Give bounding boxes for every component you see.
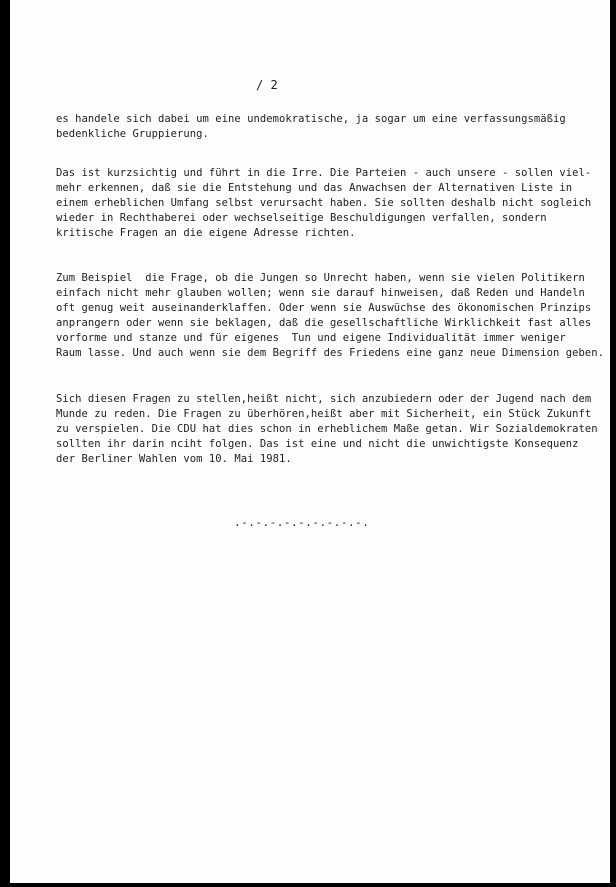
document-page [10,0,610,883]
paragraph-4 [56,392,598,467]
end-separator: .-.-.-.-.-.-.-.-.-. [234,516,370,529]
text-line: oft genug weit auseinanderklaffen. Oder wenn sie Auswüchse des ökonomischen Prinzips [56,302,592,314]
page-number: / 2 [256,78,278,92]
text-line: einem erheblichen Umfang selbst verursacht haben. Sie sollten deshalb nicht sogleich [56,197,592,209]
text-line: Zum Beispiel die Frage, ob die Jungen so Unrecht haben, wenn sie vielen Politikern [56,272,585,284]
text-line: der Berliner Wahlen vom 10. Mai 1981. [56,453,292,465]
text-line: mehr erkennen, daß sie die Entstehung und das Anwachsen der Alternativen Liste in [56,182,573,194]
text-line: einfach nicht mehr glauben wollen; wenn sie darauf hinweisen, daß Reden und Handeln [56,287,585,299]
text-line: Sich diesen Fragen zu stellen,heißt nicht, sich anzubiedern oder der Jugend nach dem [56,393,592,405]
text-line: bedenkliche Gruppierung. [56,128,209,140]
text-line: Munde zu reden. Die Fragen zu überhören,heißt aber mit Sicherheit, ein Stück Zukunft [56,408,592,420]
text-line: sollten ihr darin nciht folgen. Das ist eine und nicht die unwichtigste Konsequenz [56,438,579,450]
text-line: vorforme und stanze und für eigenes Tun und eigene Individualität immer weniger [56,332,566,344]
text-line: kritische Fragen an die eigene Adresse richten. [56,227,356,239]
paragraph-2 [56,166,592,241]
paragraph-1 [56,112,576,142]
scan-border [610,0,616,887]
text-line: Raum lasse. Und auch wenn sie dem Begriff des Friedens eine ganz neue Dimension geben. [56,347,604,359]
text-line: wieder in Rechthaberei oder wechselseitige Beschuldigungen verfallen, sondern [56,212,547,224]
paragraph-3 [56,271,604,361]
text-line: Das ist kurzsichtig und führt in die Irre. Die Parteien - auch unsere - sollen viel- [56,167,592,179]
text-line: es handele sich dabei um eine undemokratische, ja sogar um eine verfassungsmäßig [56,113,566,125]
text-line: anprangern oder wenn sie beklagen, daß die gesellschaftliche Wirklichkeit fast alles [56,317,592,329]
text-line: zu verspielen. Die CDU hat dies schon in erheblichem Maße getan. Wir Sozialdemokraten [56,423,598,435]
